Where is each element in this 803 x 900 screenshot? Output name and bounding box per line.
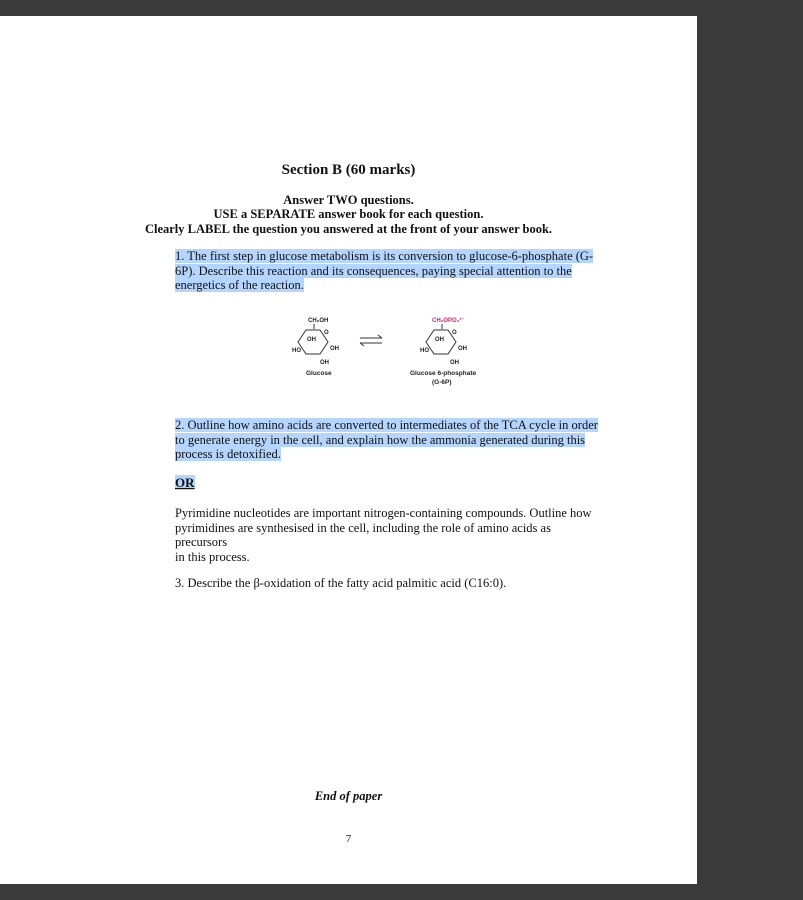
- question-2-line[interactable]: 2. Outline how amino acids are converted to intermediates of the TCA cycle in order: [175, 418, 598, 432]
- glucose-phosphorylation-diagram: [280, 312, 500, 404]
- question-2-alternative[interactable]: [175, 506, 605, 564]
- section-title: Section B (60 marks): [281, 162, 416, 178]
- question-2-line[interactable]: to generate energy in the cell, and explain how the ammonia generated during this: [175, 432, 586, 447]
- question-1[interactable]: [175, 249, 605, 293]
- glucose-oh-inner: OH: [307, 337, 316, 343]
- question-1-line[interactable]: 1. The first step in glucose metabolism is its conversion to glucose-6-phosphate (G-: [175, 249, 594, 263]
- g6p-oh-inner: OH: [435, 337, 444, 343]
- question-2[interactable]: [175, 418, 605, 462]
- question-2-alt-line: pyrimidines are synthesised in the cell, including the role of amino acids as precursors: [175, 520, 551, 549]
- equilibrium-arrow-icon: [360, 335, 382, 346]
- instruction-line: Answer TWO questions.: [283, 193, 414, 207]
- question-3[interactable]: 3. Describe the β-oxidation of the fatty acid palmitic acid (C16:0).: [175, 576, 507, 590]
- question-1-line[interactable]: 6P). Describe this reaction and its consequences, paying special attention to the: [175, 263, 572, 278]
- glucose-name: Glucose: [306, 370, 332, 377]
- glucose-oh-right: OH: [330, 346, 339, 352]
- question-2-line[interactable]: process is detoxified.: [175, 447, 281, 461]
- g6p-ring-o: O: [452, 330, 457, 336]
- glucose-oh-bottom: OH: [320, 360, 329, 366]
- page-number: 7: [345, 833, 352, 845]
- g6p-phosphate-label: CH₂OPO₃²⁻: [432, 318, 465, 324]
- question-1-line[interactable]: energetics of the reaction.: [175, 278, 304, 292]
- instruction-line: Clearly LABEL the question you answered at the front of your answer book.: [144, 222, 553, 236]
- document-page: [0, 16, 697, 884]
- g6p-ho-left: HO: [420, 348, 429, 354]
- question-2-alt-line: in this process.: [175, 549, 250, 564]
- g6p-oh-right: OH: [458, 346, 467, 352]
- glucose-ring-o: O: [324, 330, 329, 336]
- glucose-ho-left: HO: [292, 348, 301, 354]
- end-of-paper: End of paper: [314, 789, 383, 803]
- g6p-oh-bottom: OH: [450, 360, 459, 366]
- glucose-ch2oh-label: CH₂OH: [308, 318, 329, 324]
- g6p-abbrev: (G-6P): [432, 379, 452, 386]
- or-label: OR: [175, 475, 195, 490]
- question-2-alt-line: Pyrimidine nucleotides are important nitrogen-containing compounds. Outline how: [175, 506, 592, 520]
- g6p-name: Glucose 6-phosphate: [410, 370, 477, 377]
- instruction-line: USE a SEPARATE answer book for each question.: [213, 207, 484, 221]
